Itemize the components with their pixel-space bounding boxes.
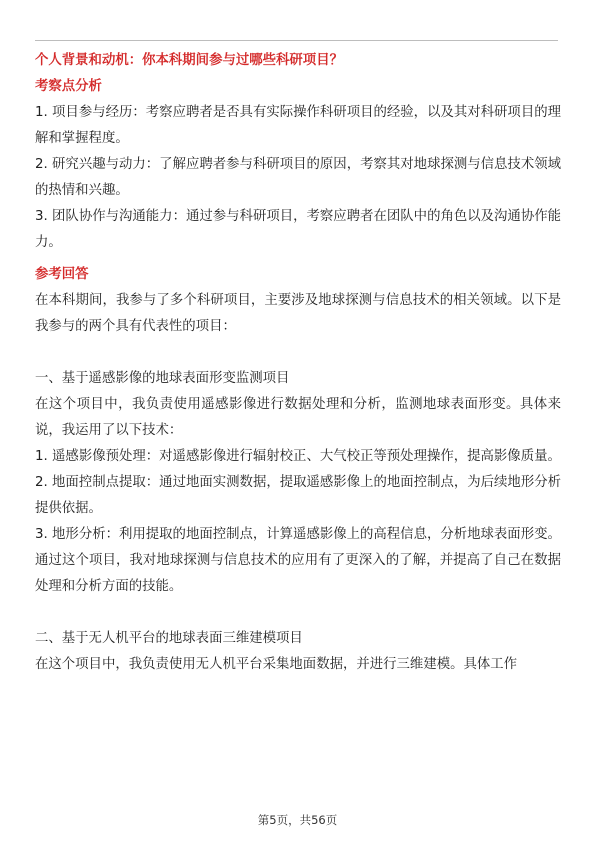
document-body bbox=[35, 48, 561, 678]
analysis-item-3: 3. 团队协作与沟通能力：通过参与科研项目，考察应聘者在团队中的角色以及沟通协作能力。 bbox=[35, 209, 561, 250]
page-number: 第5页，共56页 bbox=[257, 813, 338, 827]
answer-intro: 在本科期间，我参与了多个科研项目，主要涉及地球探测与信息技术的相关领域。以下是我参与的两个具有代表性的项目： bbox=[35, 293, 561, 334]
project1-title: 一、基于遥感影像的地球表面形变监测项目 bbox=[35, 371, 290, 386]
spacer bbox=[35, 600, 561, 626]
project1-item-1: 1. 遥感影像预处理：对遥感影像进行辐射校正、大气校正等预处理操作，提高影像质量。 bbox=[35, 449, 561, 464]
analysis-item-1: 1. 项目参与经历：考察应聘者是否具有实际操作科研项目的经验，以及其对科研项目的理解和掌握程度。 bbox=[35, 105, 561, 146]
analysis-item-2: 2. 研究兴趣与动力：了解应聘者参与科研项目的原因，考察其对地球探测与信息技术领域的热情和兴趣。 bbox=[35, 157, 561, 198]
project2-title: 二、基于无人机平台的地球表面三维建模项目 bbox=[35, 631, 303, 646]
project1-intro: 在这个项目中，我负责使用遥感影像进行数据处理和分析，监测地球表面形变。具体来说，我运用了以下技术： bbox=[35, 397, 561, 438]
project1-item-2: 2. 地面控制点提取：通过地面实测数据，提取遥感影像上的地面控制点，为后续地形分析提供依据。 bbox=[35, 475, 561, 516]
analysis-heading: 考察点分析 bbox=[35, 79, 102, 94]
project2-intro: 在这个项目中，我负责使用无人机平台采集地面数据，并进行三维建模。具体工作 bbox=[35, 657, 518, 672]
header-rule bbox=[35, 40, 558, 41]
project1-item-3: 3. 地形分析：利用提取的地面控制点，计算遥感影像上的高程信息，分析地球表面形变。 bbox=[35, 527, 561, 542]
answer-heading: 参考回答 bbox=[35, 267, 89, 282]
project1-conclusion: 通过这个项目，我对地球探测与信息技术的应用有了更深入的了解，并提高了自己在数据处理和分析方面的技能。 bbox=[35, 553, 561, 594]
question-heading: 个人背景和动机：你本科期间参与过哪些科研项目？ bbox=[35, 53, 343, 68]
spacer bbox=[35, 340, 561, 366]
